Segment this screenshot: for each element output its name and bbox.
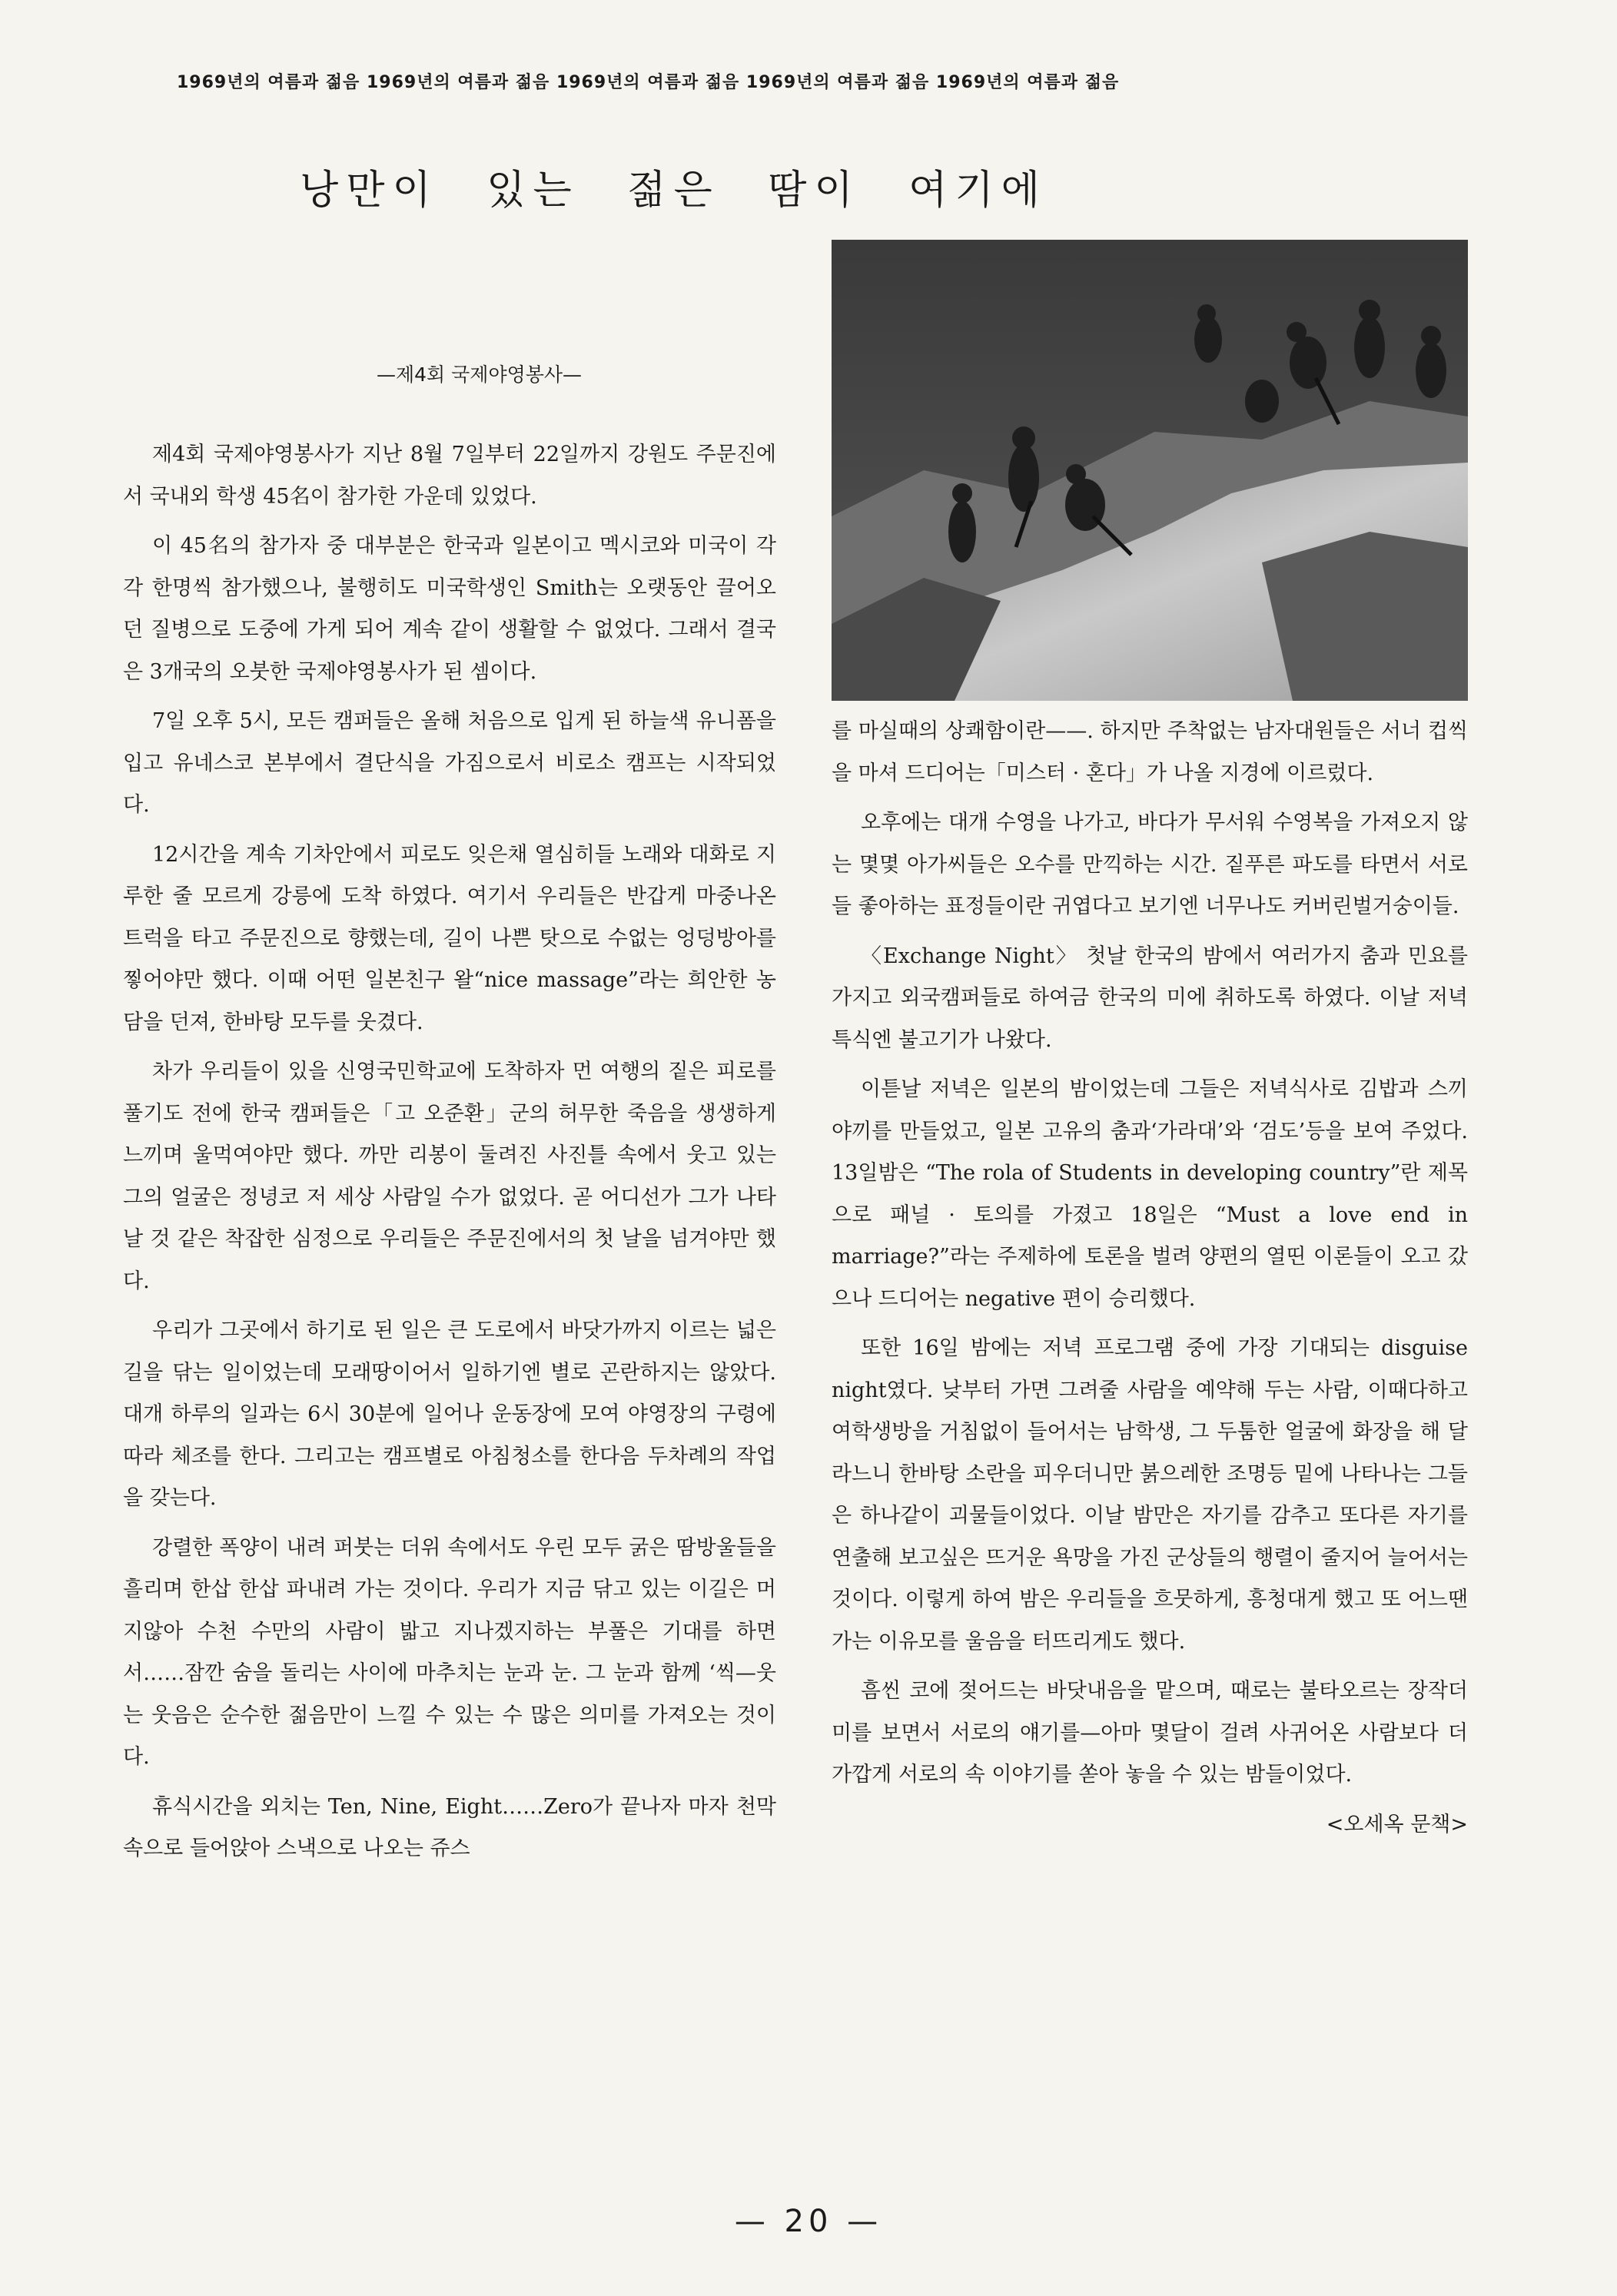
paragraph: 차가 우리들이 있을 신영국민학교에 도착하자 먼 여행의 짙은 피로를 풀기도 전에 한국 캠퍼들은「고 오준환」군의 허무한 죽음을 생생하게 느끼며 울먹여야만 했다. 까만 리봉이 둘려진 사진틀 속에서 웃고 있는 그의 얼굴은 정녕코 저 세상 사람일 수가 없었다. 곧 어디선가 그가 나타날 것 같은 착잡한 심정으로 우리들은 주문진에서의 첫 날을 넘겨야만 했다. [123, 1060, 776, 1293]
article-byline: <오세옥 문책> [1326, 1812, 1468, 1836]
paragraph: 12시간을 계속 기차안에서 피로도 잊은채 열심히들 노래와 대화로 지루한 줄 모르게 강릉에 도착 하였다. 여기서 우리들은 반갑게 마중나온 트럭을 타고 주문진으로 향했는데, 길이 나쁜 탓으로 수없는 엉덩방아를 찧어야만 했다. 이때 어떤 일본친구 왈“nice massage”라는 희안한 농담을 던져, 한바탕 모두를 웃겼다. [123, 842, 776, 1034]
page-number: — 20 — [734, 2204, 883, 2239]
paragraph: 제4회 국제야영봉사가 지난 8월 7일부터 22일까지 강원도 주문진에서 국내외 학생 45名이 참가한 가운데 있었다. [123, 443, 776, 509]
paragraph: 이튿날 저녁은 일본의 밤이었는데 그들은 저녁식사로 김밥과 스끼야끼를 만들었고, 일본 고유의 춤과‘가라대’와 ‘검도’등을 보여 주었다. 13일밤은 “The rola of Students in developing country”란 제목으로 패널 · 토의를 가졌고 18일은 “Must a love end in marriage?”라는 주제하에 토론을 벌려 양편의 열띤 이론들이 오고 갔으나 드디어는 negative 편이 승리했다. [832, 1077, 1468, 1311]
paragraph: 오후에는 대개 수영을 나가고, 바다가 무서워 수영복을 가져오지 않는 몇몇 아가씨들은 오수를 만끽하는 시간. 짙푸른 파도를 타면서 서로들 좋아하는 표정들이란 귀엽다고 보기엔 너무나도 커버린벌거숭이들. [832, 811, 1468, 918]
campers-working-photo [832, 240, 1468, 701]
paragraph: 이 45名의 참가자 중 대부분은 한국과 일본이고 멕시코와 미국이 각각 한명씩 참가했으나, 불행히도 미국학생인 Smith는 오랫동안 끌어오던 질병으로 도중에 가게 되어 계속 같이 생활할 수 없었다. 그래서 결국은 3개국의 오붓한 국제야영봉사가 된 셈이다. [123, 534, 776, 684]
article-title: 낭만이 있는 젊은 땀이 여기에 [300, 168, 1048, 214]
photo-illustration [832, 240, 1468, 701]
paragraph: 강렬한 폭양이 내려 퍼붓는 더위 속에서도 우린 모두 굵은 땀방울들을 흘리며 한삽 한삽 파내려 가는 것이다. 우리가 지금 닦고 있는 이길은 머지않아 수천 수만의 사람이 밟고 지나겠지하는 부풀은 기대를 하면서……잠깐 숨을 돌리는 사이에 마추치는 눈과 눈. 그 눈과 함께 ‘씩—웃는 웃음은 순수한 젊음만이 느낄 수 있는 수 많은 의미를 가져오는 것이다. [123, 1535, 776, 1769]
running-header: 1969년의 여름과 젊음 1969년의 여름과 젊음 1969년의 여름과 젊음 1969년의 여름과 젊음 1969년의 여름과 젊음 [177, 73, 1120, 92]
paragraph: 〈Exchange Night〉 첫날 한국의 밤에서 여러가지 춤과 민요를 가지고 외국캠퍼들로 하여금 한국의 미에 취하도록 하였다. 이날 저녁 특식엔 불고기가 나왔다. [832, 944, 1468, 1052]
paragraph: 우리가 그곳에서 하기로 된 일은 큰 도로에서 바닷가까지 이르는 넓은 길을 닦는 일이었는데 모래땅이어서 일하기엔 별로 곤란하지는 않았다. 대개 하루의 일과는 6시 30분에 일어나 운동장에 모여 야영장의 구령에 따라 체조를 한다. 그리고는 캠프별로 아침청소를 한다음 두차례의 작업을 갖는다. [123, 1319, 776, 1510]
article-subtitle: —제4회 국제야영봉사— [377, 363, 583, 386]
article-column-right [832, 711, 1468, 1853]
paragraph: 흠씬 코에 젖어드는 바닷내음을 맡으며, 때로는 불타오르는 장작더미를 보면서 서로의 얘기를—아마 몇달이 걸려 사귀어온 사람보다 더 가깝게 서로의 속 이야기를 쏟아 놓을 수 있는 밤들이었다. [832, 1679, 1468, 1787]
paragraph: 를 마실때의 상쾌함이란——. 하지만 주착없는 남자대원들은 서너 컵씩을 마셔 드디어는「미스터 · 혼다」가 나올 지경에 이르렀다. [832, 719, 1468, 785]
paragraph: 또한 16일 밤에는 저녁 프로그램 중에 가장 기대되는 disguise night였다. 낮부터 가면 그려줄 사람을 예약해 두는 사람, 이때다하고 여학생방을 거침없이 들어서는 남학생, 그 두툼한 얼굴에 화장을 해 달라느니 한바탕 소란을 피우더니만 붉으레한 조명등 밑에 나타나는 그들은 하나같이 괴물들이었다. 이날 밤만은 자기를 감추고 또다른 자기를 연출해 보고싶은 뜨거운 욕망을 가진 군상들의 행렬이 줄지어 늘어서는 것이다. 이렇게 하여 밤은 우리들을 흐뭇하게, 흥청대게 했고 또 어느땐가는 이유모를 울음을 터뜨리게도 했다. [832, 1336, 1468, 1654]
paragraph: 휴식시간을 외치는 Ten, Nine, Eight……Zero가 끝나자 마자 천막속으로 들어앉아 스낵으로 나오는 쥬스 [123, 1794, 776, 1860]
article-column-left [123, 434, 776, 1878]
paragraph: 7일 오후 5시, 모든 캠퍼들은 올해 처음으로 입게 된 하늘색 유니폼을 입고 유네스코 본부에서 결단식을 가짐으로서 비로소 캠프는 시작되었다. [123, 709, 776, 817]
